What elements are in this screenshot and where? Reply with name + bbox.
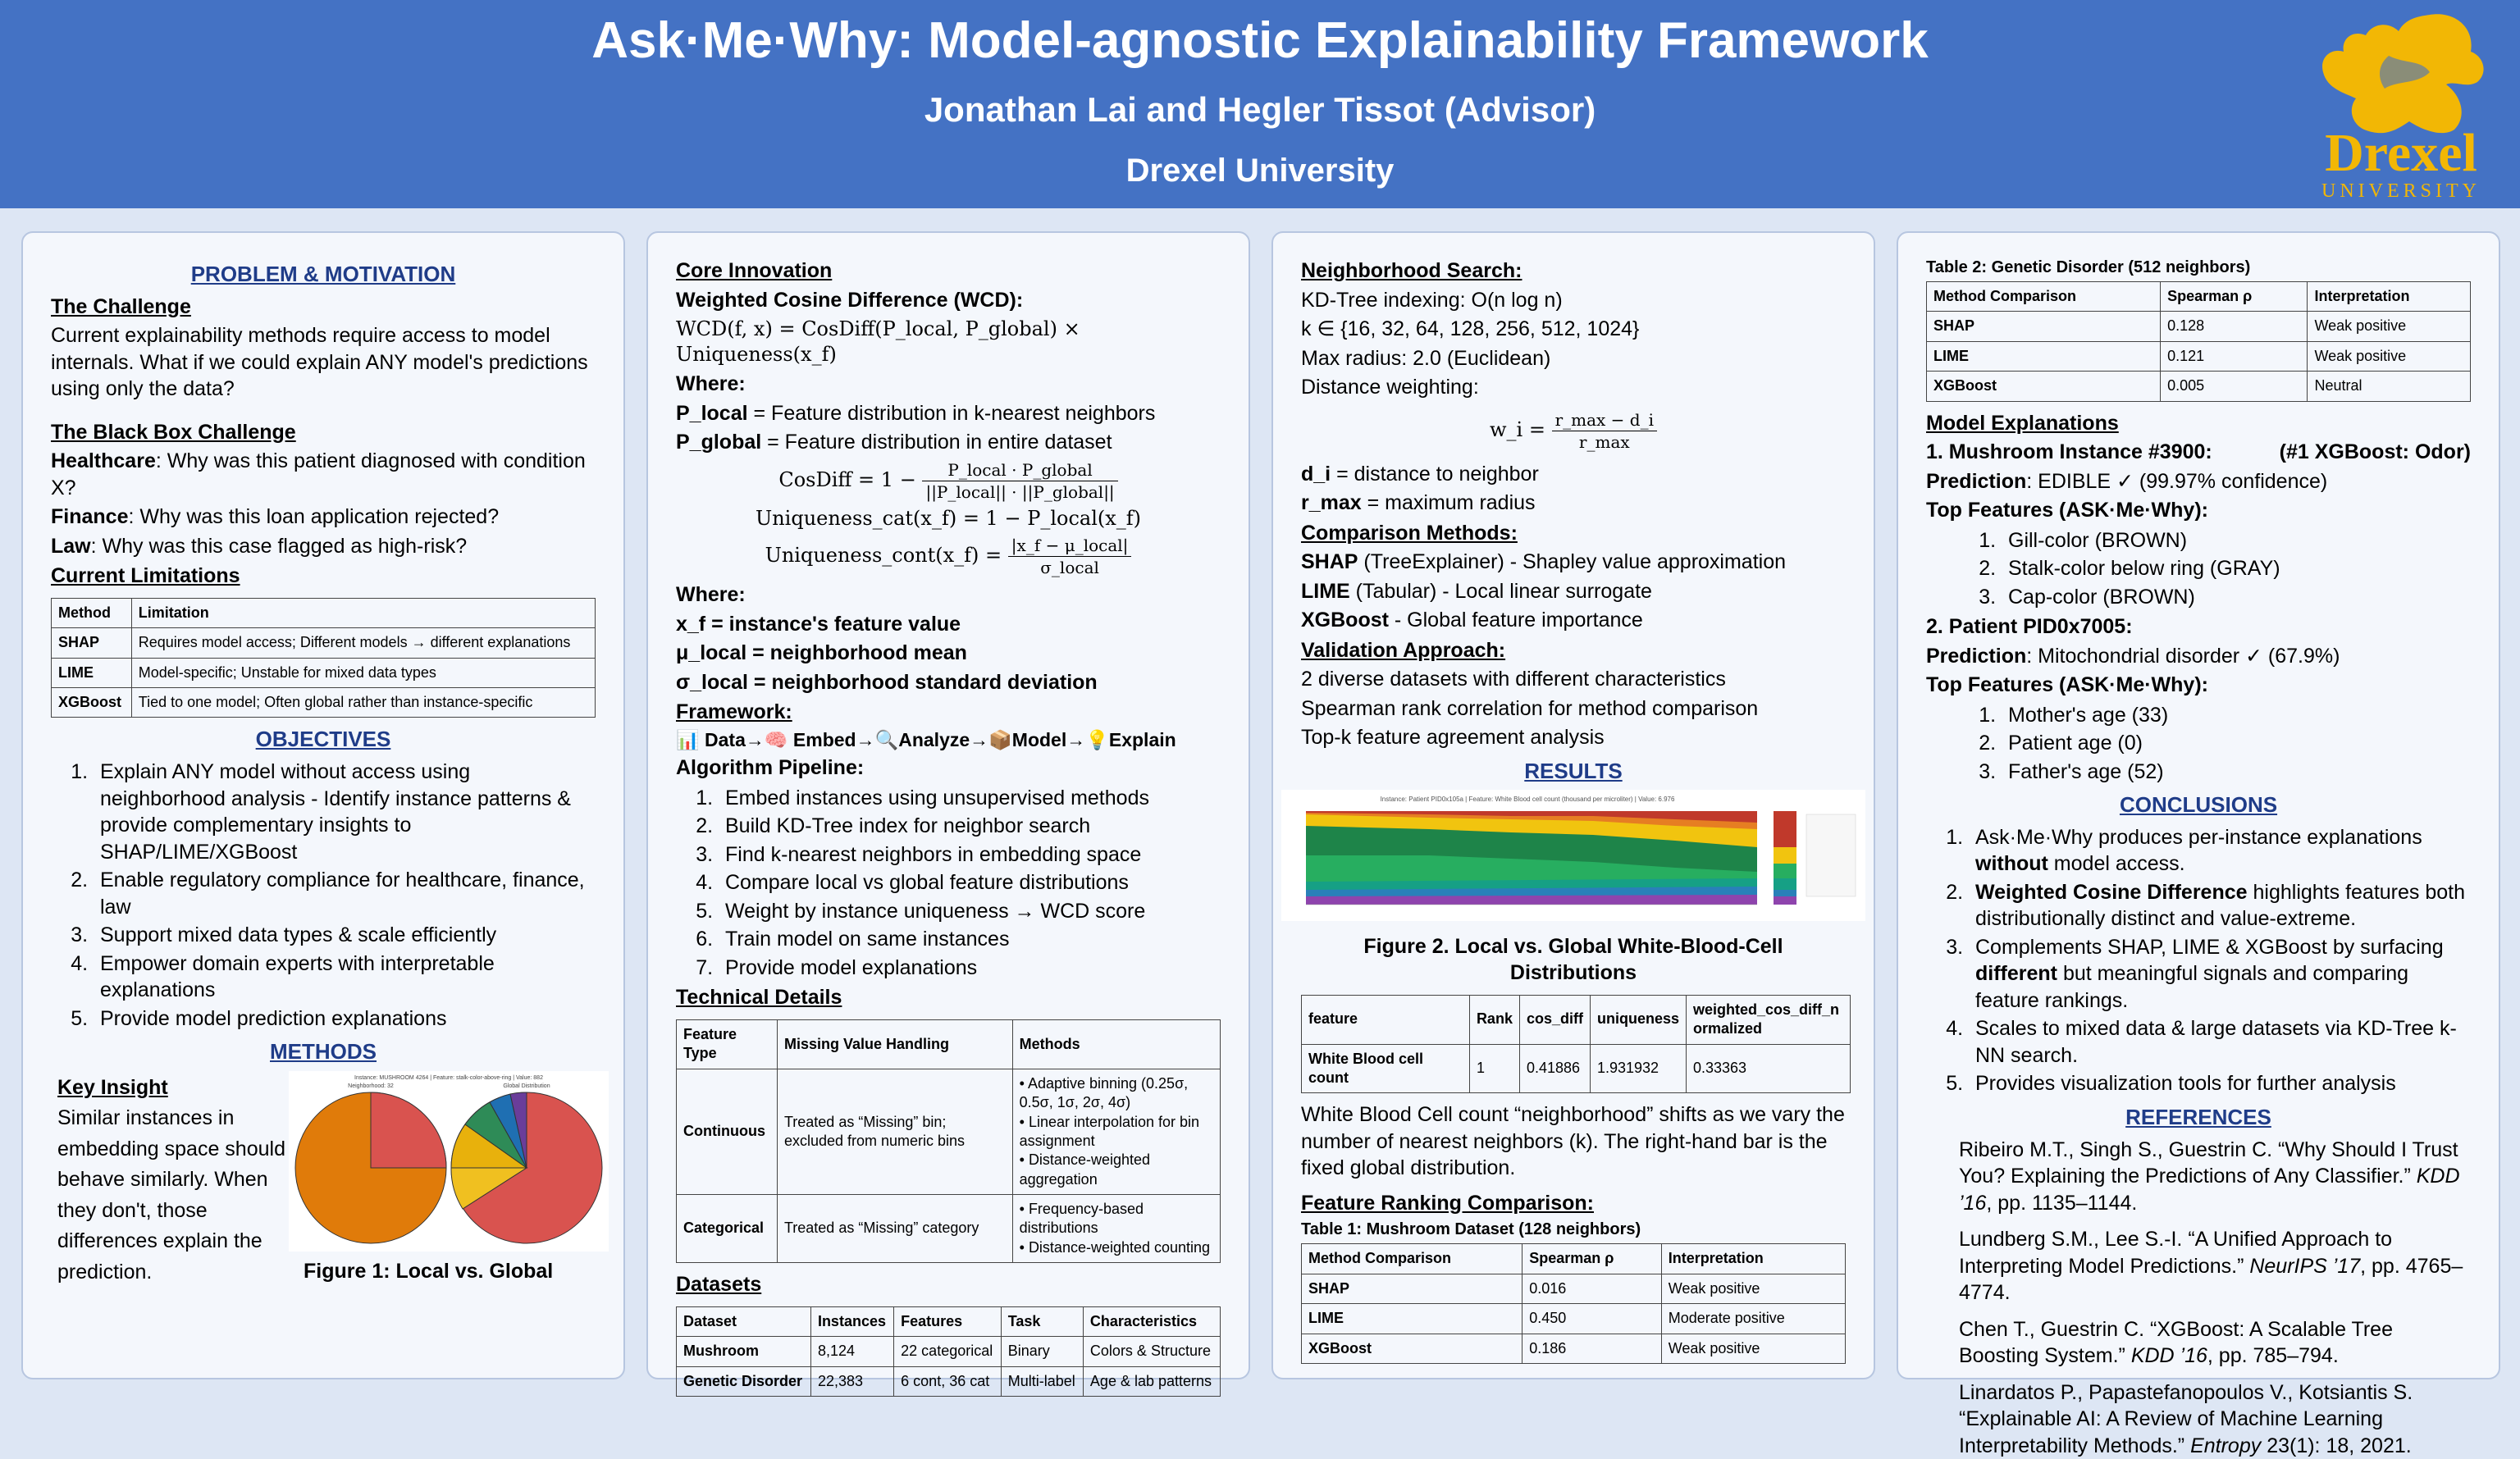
poster-university: Drexel University	[1125, 153, 1395, 189]
list-item: 3. Cap-color (BROWN)	[2002, 584, 2471, 611]
column-2	[646, 231, 1250, 1389]
example-2-prediction: Prediction: Mitochondrial disorder ✓ (67.9%)	[1926, 644, 2340, 668]
framework-flow: 📊 Data→🧠 Embed→🔍Analyze→📦Model→💡Explain	[676, 728, 1176, 750]
figure-2-stacked-area-chart	[1281, 790, 1865, 921]
wbc-explanation: White Blood Cell count “neighborhood” shifts as we vary the number of nearest neighbors (k). The right-hand bar is the fixed global distribution.	[1301, 1103, 1845, 1180]
xf-definition: x_f = instance's feature value	[676, 612, 961, 636]
example-2-top-heading: Top Features (ASK·Me·Why):	[1926, 673, 2208, 697]
column-3	[1271, 231, 1875, 1379]
technical-details-table: Feature Type Missing Value Handling Methods Continuous Treated as “Missing” bin; excluded from numeric bins • Adaptive binning (0.25σ, 0.5σ, 1σ, 2σ, 4σ) • Linear interpolation for bin assignment • Distance-weighted aggregation Categorical Treated as “Missing” category • Frequency-based distributions • Distance-weighted counting	[676, 1019, 1221, 1263]
pipeline-list	[682, 785, 1221, 982]
cosdiff-formula: CosDiff = 1 − $\frac{\text{P\_local · P\_global}}{\text{||P\_local|| · ||P\_global||}}$	[676, 459, 1221, 503]
poster-authors: Jonathan Lai and Hegler Tissot (Advisor)	[924, 90, 1596, 129]
problem-heading: PROBLEM & MOTIVATION	[190, 262, 456, 286]
column-1	[21, 231, 625, 1379]
list-item: 4. Empower domain experts with interpretable explanations	[94, 951, 596, 1004]
list-item: 1. Explain ANY model without access using neighborhood analysis - Identify instance patterns & provide complementary insights to SHAP/LIME/XGBoost	[94, 759, 596, 865]
conclusions-list	[1933, 824, 2471, 1097]
example-2-title: 2. Patient PID0x7005:	[1926, 615, 2133, 639]
key-insight-text: Similar instances in embedding space should behave similarly. When they don't, those differences explain the prediction.	[57, 1106, 285, 1283]
figure-2-caption: Figure 2. Local vs. Global White-Blood-Cell Distributions	[1363, 934, 1783, 985]
list-item: 1. Mother's age (33)	[2002, 702, 2471, 729]
figure-1-pie-charts	[289, 1071, 609, 1252]
table-2: Method Comparison Spearman ρ Interpretation SHAP 0.128 Weak positive LIME 0.121 Weak positive XGBoost 0.005 Neutral	[1926, 281, 2471, 402]
validation-heading: Validation Approach:	[1301, 638, 1506, 662]
table-row: White Blood cell count 1 0.41886 1.931932 0.33363	[1302, 1044, 1851, 1093]
table-row: SHAP 0.016 Weak positive	[1302, 1274, 1846, 1303]
list-item: 5. Provide model prediction explanations	[94, 1005, 596, 1033]
column-4	[1897, 231, 2500, 1457]
svg-text:Instance: MUSHROOM 4264 | Feat: Instance: MUSHROOM 4264 | Feature: stalk-color-above-ring | Value: 882	[354, 1074, 543, 1081]
table-row: LIME Model-specific; Unstable for mixed data types	[52, 658, 596, 687]
reference-item: Linardatos P., Papastefanopoulos V., Kotsiantis S. “Explainable AI: A Review of Machine Learning Interpretability Methods.” Entropy 23(1): 18, 2021.	[1959, 1380, 2413, 1457]
ranking-heading: Feature Ranking Comparison:	[1301, 1191, 1594, 1215]
validation-item: Top-k feature agreement analysis	[1301, 726, 1605, 749]
svg-text:Instance: Patient PID0x105a |: Instance: Patient PID0x105a | Feature: White Blood cell count (thousand per microliter) | Value: 6.976	[1380, 796, 1675, 804]
conclusions-heading: CONCLUSIONS	[2119, 792, 2278, 818]
list-item: 7. Provide model explanations	[719, 955, 1221, 982]
wcd-result-table: feature Rank cos_diff uniqueness weighted_cos_diff_normalized White Blood cell count 1 0.41886 1.931932 0.33363	[1301, 995, 1851, 1094]
list-item: 4. Compare local vs global feature distributions	[719, 869, 1221, 896]
law-line: Law: Why was this case flagged as high-risk?	[51, 534, 468, 558]
list-item: 3. Father's age (52)	[2002, 759, 2471, 786]
challenge-heading: The Challenge	[51, 294, 191, 318]
table-1-caption: Table 1: Mushroom Dataset (128 neighbors)	[1301, 1220, 1641, 1239]
uniqueness-cat-formula: Uniqueness_cat(x_f) = 1 − P_local(x_f)	[755, 506, 1142, 530]
blackbox-heading: The Black Box Challenge	[51, 420, 296, 444]
model-explanations-heading: Model Explanations	[1926, 411, 2119, 435]
results-heading: RESULTS	[1524, 758, 1623, 783]
rmax-definition: r_max = maximum radius	[1301, 491, 1536, 514]
uniqueness-cont-formula: Uniqueness_cont(x_f) = $\frac{\text{|x\_f − μ\_local|}}{\text{σ\_local}}$	[676, 535, 1221, 578]
comparison-heading: Comparison Methods:	[1301, 521, 1518, 545]
list-item: 6. Train model on same instances	[719, 926, 1221, 953]
weight-formula: w_i = $\frac{r\_\max - d\_i}{r\_\max}$	[1301, 409, 1846, 453]
poster-header	[0, 0, 2520, 208]
where-label-2: Where:	[676, 583, 746, 607]
methods-heading: METHODS	[270, 1039, 377, 1065]
figure-1	[289, 1071, 609, 1285]
table-row: Categorical Treated as “Missing” category • Frequency-based distributions • Distance-weighted counting	[677, 1195, 1221, 1263]
list-item: 2. Enable regulatory compliance for healthcare, finance, law	[94, 867, 596, 920]
limitations-table: Method Limitation SHAP Requires model access; Different models → different explanations LIME Model-specific; Unstable for mixed data types XGBoost Tied to one model; Often global rather than instance-specific	[51, 598, 596, 718]
datasets-heading: Datasets	[676, 1273, 762, 1297]
validation-item: Spearman rank correlation for method comparison	[1301, 696, 1759, 720]
list-item: 2. Weighted Cosine Difference highlights features both distributionally distinct and value-extreme.	[1969, 879, 2471, 932]
list-item: 2. Build KD-Tree index for neighbor search	[719, 813, 1221, 840]
table-row: SHAP Requires model access; Different models → different explanations	[52, 628, 596, 658]
pipeline-heading: Algorithm Pipeline:	[676, 756, 865, 780]
table-row: LIME 0.121 Weak positive	[1927, 341, 2471, 371]
mu-definition: μ_local = neighborhood mean	[676, 641, 967, 665]
distance-weighting-text: Distance weighting:	[1301, 376, 1479, 399]
di-definition: d_i = distance to neighbor	[1301, 462, 1539, 486]
list-item: 3. Support mixed data types & scale efficiently	[94, 922, 596, 949]
list-item: 2. Patient age (0)	[2002, 730, 2471, 757]
table-row: XGBoost Tied to one model; Often global rather than instance-specific	[52, 687, 596, 717]
lime-line: LIME (Tabular) - Local linear surrogate	[1301, 579, 1652, 603]
list-item: 1. Embed instances using unsupervised methods	[719, 785, 1221, 812]
table-row: Mushroom 8,124 22 categorical Binary Colors & Structure	[677, 1337, 1221, 1366]
key-insight-heading: Key Insight	[57, 1075, 168, 1099]
sigma-definition: σ_local = neighborhood standard deviation	[676, 670, 1098, 694]
wcd-formula: WCD(f, x) = CosDiff(P_local, P_global) × Uniqueness(x_f)	[676, 317, 1080, 367]
svg-text:Drexel: Drexel	[2325, 123, 2477, 183]
reference-item: Chen T., Guestrin C. “XGBoost: A Scalable Tree Boosting System.” KDD ’16, pp. 785–794.	[1959, 1317, 2393, 1368]
list-item: 5. Provides visualization tools for further analysis	[1969, 1070, 2471, 1097]
finance-line: Finance: Why was this loan application rejected?	[51, 505, 500, 529]
wcd-heading: Weighted Cosine Difference (WCD):	[676, 288, 1024, 312]
reference-item: Lundberg S.M., Lee S.-I. “A Unified Approach to Interpreting Model Predictions.” NeurIPS ’17, pp. 4765–4774.	[1959, 1228, 2463, 1305]
svg-text:UNIVERSITY: UNIVERSITY	[2321, 180, 2481, 202]
max-radius-text: Max radius: 2.0 (Euclidean)	[1301, 346, 1551, 370]
svg-text:Global Distribution: Global Distribution	[503, 1083, 550, 1089]
healthcare-line: Healthcare: Why was this patient diagnosed with condition X?	[51, 449, 586, 499]
limitations-heading: Current Limitations	[51, 564, 240, 588]
table-row: LIME 0.450 Moderate positive	[1302, 1304, 1846, 1334]
kdtree-text: KD-Tree indexing: O(n log n)	[1301, 288, 1563, 312]
objectives-list	[57, 759, 596, 1032]
table-row: XGBoost 0.186 Weak positive	[1302, 1334, 1846, 1363]
shap-line: SHAP (TreeExplainer) - Shapley value approximation	[1301, 550, 1787, 573]
list-item: 4. Scales to mixed data & large datasets via KD-Tree k-NN search.	[1969, 1015, 2471, 1069]
svg-text:Neighborhood: 32: Neighborhood: 32	[348, 1083, 394, 1089]
neighborhood-heading: Neighborhood Search:	[1301, 259, 1522, 282]
core-innovation-heading: Core Innovation	[676, 259, 833, 282]
list-item: 3. Find k-nearest neighbors in embedding space	[719, 841, 1221, 869]
example-2-features	[1965, 702, 2471, 786]
list-item: 2. Stalk-color below ring (GRAY)	[2002, 555, 2471, 582]
list-item: 1. Gill-color (BROWN)	[2002, 527, 2471, 554]
table-1: Method Comparison Spearman ρ Interpretation SHAP 0.016 Weak positive LIME 0.450 Moderate positive XGBoost 0.186 Weak positive	[1301, 1243, 1846, 1364]
validation-item: 2 diverse datasets with different characteristics	[1301, 668, 1726, 691]
references-list	[1926, 1137, 2471, 1459]
framework-heading: Framework:	[676, 700, 792, 724]
figure-1-caption: Figure 1: Local vs. Global	[304, 1260, 554, 1283]
table-row: SHAP 0.128 Weak positive	[1927, 312, 2471, 341]
table-row: Genetic Disorder 22,383 6 cont, 36 cat Multi-label Age & lab patterns	[677, 1366, 1221, 1396]
list-item: 1. Ask·Me·Why produces per-instance explanations without model access.	[1969, 824, 2471, 878]
table-row: Continuous Treated as “Missing” bin; excluded from numeric bins • Adaptive binning (0.25σ, 0.5σ, 1σ, 2σ, 4σ) • Linear interpolation for bin assignment • Distance-weighted aggregation	[677, 1069, 1221, 1194]
plocal-definition: P_local = Feature distribution in k-nearest neighbors	[676, 401, 1156, 425]
example-1-title: 1. Mushroom Instance #3900: (#1 XGBoost: Odor)	[1926, 440, 2471, 464]
table-2-caption: Table 2: Genetic Disorder (512 neighbors)	[1926, 258, 2251, 276]
reference-item: Ribeiro M.T., Singh S., Guestrin C. “Why Should I Trust You? Explaining the Predictions of Any Classifier.” KDD ’16, pp. 1135–1144.	[1959, 1138, 2460, 1215]
example-1-features	[1965, 527, 2471, 611]
technical-details-heading: Technical Details	[676, 986, 842, 1010]
table-row: XGBoost 0.005 Neutral	[1927, 372, 2471, 401]
xgboost-line: XGBoost - Global feature importance	[1301, 609, 1643, 631]
challenge-text: Current explainability methods require access to model internals. What if we could explain ANY model's predictions using only the data?	[51, 324, 588, 401]
poster-title: Ask·Me·Why: Model-agnostic Explainability Framework	[591, 12, 1929, 69]
list-item: 3. Complements SHAP, LIME & XGBoost by surfacing different but meaningful signals and comparing feature rankings.	[1969, 934, 2471, 1014]
drexel-dragon-logo	[2307, 7, 2495, 203]
references-heading: REFERENCES	[2125, 1104, 2271, 1129]
k-values-text: k ∈ {16, 32, 64, 128, 256, 512, 1024}	[1301, 317, 1640, 340]
list-item: 5. Weight by instance uniqueness → WCD score	[719, 898, 1221, 925]
pglobal-definition: P_global = Feature distribution in entire dataset	[676, 431, 1112, 454]
example-1-top-heading: Top Features (ASK·Me·Why):	[1926, 499, 2208, 522]
example-1-prediction: Prediction: EDIBLE ✓ (99.97% confidence)	[1926, 469, 2328, 493]
datasets-table: Dataset Instances Features Task Characteristics Mushroom 8,124 22 categorical Binary Colors & Structure Genetic Disorder 22,383 6 cont, 36 cat Multi-label Age & lab patterns	[676, 1306, 1221, 1397]
where-label-1: Where:	[676, 372, 746, 396]
objectives-heading: OBJECTIVES	[255, 727, 391, 752]
